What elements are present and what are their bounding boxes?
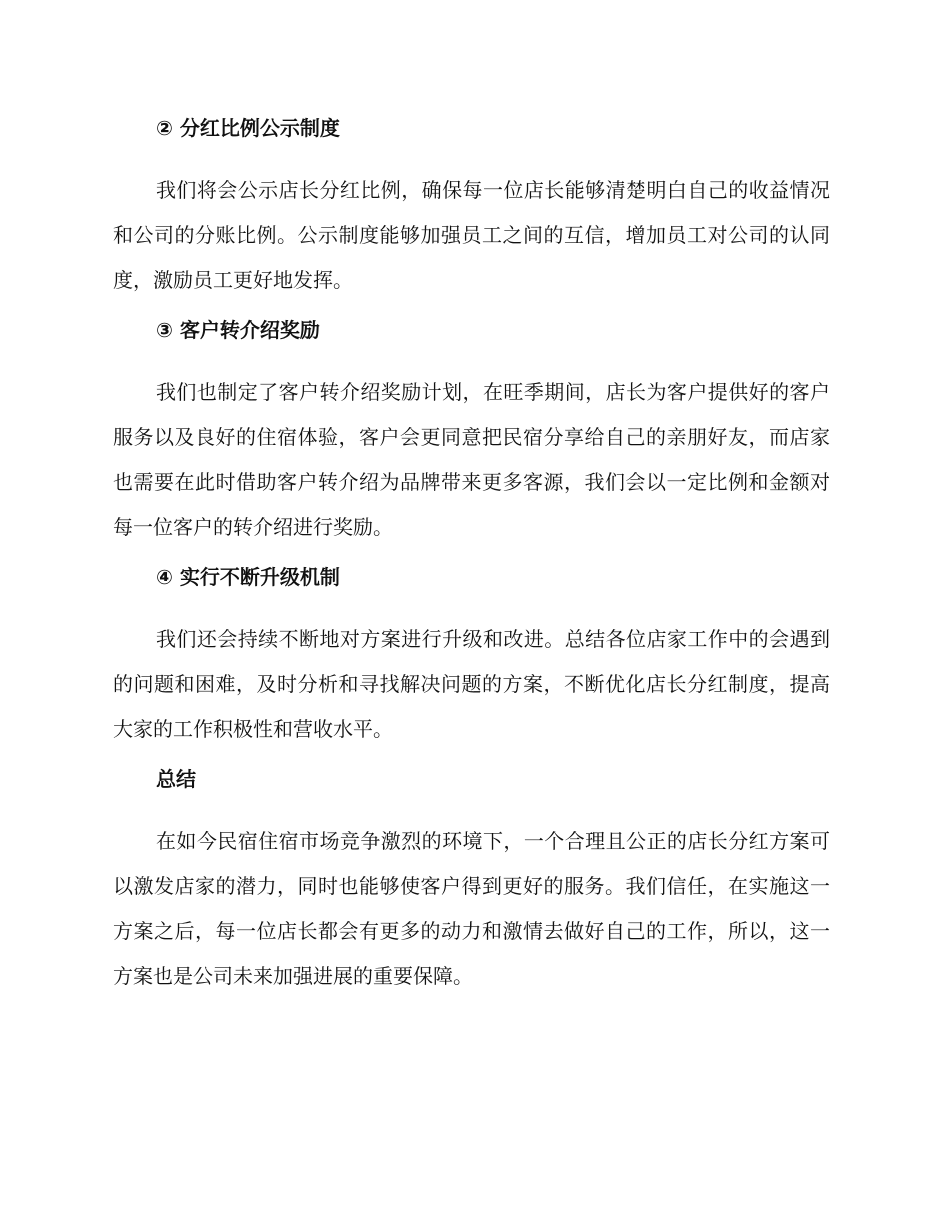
section-heading-summary: 总结 — [156, 767, 196, 791]
section-paragraph-summary: 在如今民宿住宿市场竞争激烈的环境下，一个合理且公正的店长分红方案可以激发店家的潜力，同时也能够使客户得到更好的服务。我们信任，在实施这一方案之后，每一位店长都会有更多的动力和激情去做好自己的工作，所以，这一方案也是公司未来加强进展的重要保障。 — [113, 829, 830, 988]
section-heading-dividend-disclosure: ② 分红比例公示制度 — [156, 116, 340, 140]
section-paragraph-continuous-upgrade: 我们还会持续不断地对方案进行升级和改进。总结各位店家工作中的会遇到的问题和困难，及时分析和寻找解决问题的方案，不断优化店长分红制度，提高大家的工作积极性和营收水平。 — [113, 627, 830, 741]
section-heading-referral-reward: ③ 客户转介绍奖励 — [156, 318, 320, 342]
section-heading-continuous-upgrade: ④ 实行不断升级机制 — [156, 565, 340, 589]
section-paragraph-dividend-disclosure: 我们将会公示店长分红比例，确保每一位店长能够清楚明白自己的收益情况和公司的分账比例。公示制度能够加强员工之间的互信，增加员工对公司的认同度，激励员工更好地发挥。 — [113, 178, 830, 292]
document-content — [113, 112, 830, 999]
section-paragraph-referral-reward: 我们也制定了客户转介绍奖励计划，在旺季期间，店长为客户提供好的客户服务以及良好的住宿体验，客户会更同意把民宿分享给自己的亲朋好友，而店家也需要在此时借助客户转介绍为品牌带来更多客源，我们会以一定比例和金额对每一位客户的转介绍进行奖励。 — [113, 380, 830, 539]
